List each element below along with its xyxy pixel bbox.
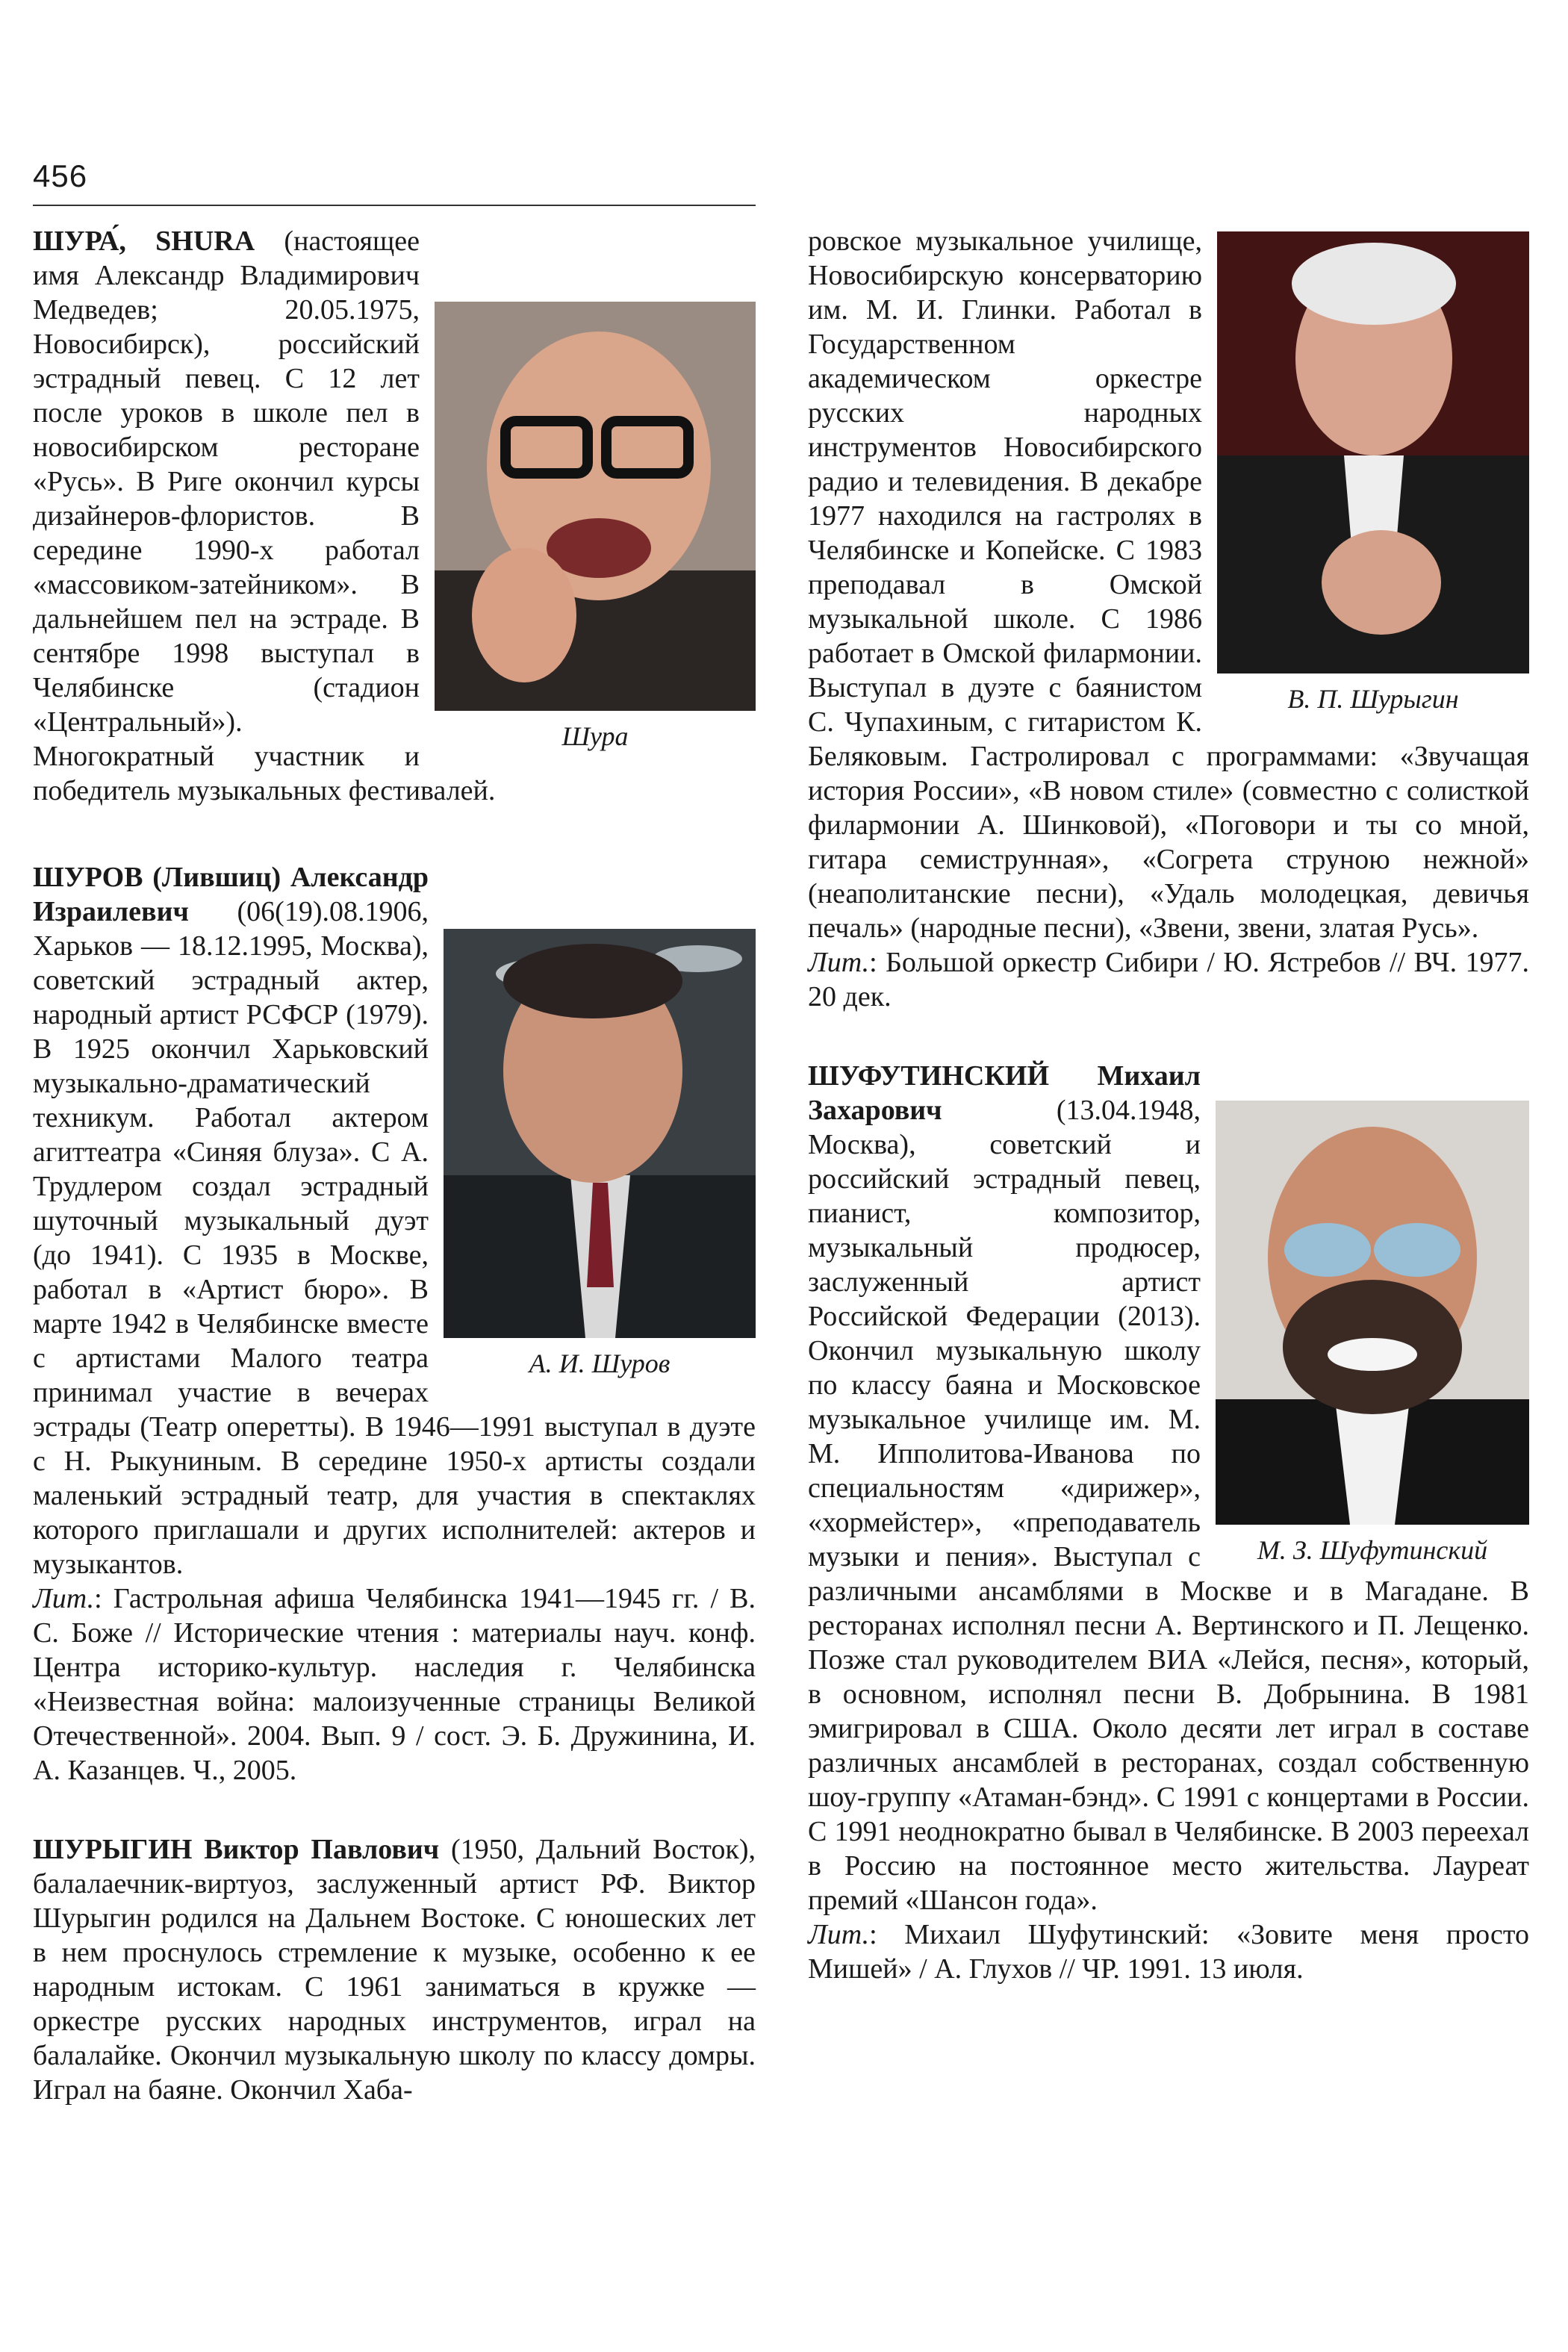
photo-shurov: [444, 929, 756, 1338]
heading-shurov: ШУРОВ (Лившиц) Александр Израилевич: [33, 862, 429, 927]
text-shurov: (06(19).08.1906, Харьков — 18.12.1995, Москва), советский эстрадный актер, народный артист РСФСР (1979). В 1925 окончил Харьковский музыкально-драматический техникум. Работал актером агиттеатра «Синяя блуза». С А. Трудлером создал эстрадный шуточный музыкальный дуэт (до 1941). С 1935 в Москве, работал в «Артист бюро». В марте 1942 в Челябинске вместе с артистами Малого театра принимал участие в вечерах эстрады (Театр оперетты). В 1946—1991 выступал в дуэте с Н. Рыкуниным. В середине 1950-х артисты создали маленький эстрадный театр, для участия в спектаклях которого приглашали и других исполнителей: актеров и музыкантов.: [33, 896, 756, 1580]
photo-shufutinsky: [1216, 1101, 1529, 1525]
figure-shurov: [444, 929, 756, 1380]
lit-text-shurov: : Гастрольная афиша Челябинска 1941—1945 гг. / В. С. Боже // Исторические чтения : материалы науч. конф. Центра историко-культур. наследия г. Челябинска «Неизвестная война: малоизученные страницы Великой Отечественной». 2004. Вып. 9 / сост. Э. Б. Дружинина, И. А. Казанцев. Ч., 2005.: [33, 1583, 756, 1786]
heading-shufutinsky: ШУФУТИНСКИЙ Михаил Захарович: [808, 1060, 1201, 1126]
lit-text-shurygin: : Большой оркестр Сибири / Ю. Ястребов // ВЧ. 1977. 20 дек.: [808, 947, 1529, 1012]
text-shurygin-cont: ровское музыкальное училище, Новосибирскую консерваторию им. М. И. Глинки. Работал в Государственном академическом оркестре русских народных инструментов Новосибирского радио и телевидения. В декабре 1977 находился на гастролях в Челябинске и Копейске. С 1983 преподавал в Омской музыкальной школе. С 1986 работает в Омской филармонии. Выступал в дуэте с баянистом С. Чупахиным, с гитаристом К. Беляковым. Гастролировал с программами: «Звучащая история России», «В новом стиле» (совместно с солисткой филармонии А. Шинковой), «Поговори и ты со мной, гитара семиструнная», «Согрета струною нежной» (неаполитанские песни), «Удаль молодецкая, девичья печаль» (народные песни), «Звени, звени, златая Русь».: [808, 225, 1529, 944]
entry-shura: [33, 224, 756, 808]
caption-shufutinsky: М. З. Шуфутинский: [1257, 1535, 1488, 1565]
heading-shurygin: ШУРЫГИН Виктор Павлович: [33, 1834, 440, 1865]
figure-shura: [435, 302, 756, 753]
caption-shura: Шура: [561, 721, 629, 751]
page-number: 456: [33, 158, 88, 193]
text-shufutinsky: (13.04.1948, Москва), советский и российский эстрадный певец, пианист, композитор, музыкальный продюсер, заслуженный артист Российской Федерации (2013). Окончил музыкальную школу по классу баяна и Московское музыкальное училище им. М. М. Ипполитова-Иванова по специальностям «дирижер», «хормейстер», «преподаватель музыки и пения». Выступал с различными ансамблями в Москве и в Магадане. В ресторанах исполнял песни А. Вертинского и П. Лещенко. Позже стал руководителем ВИА «Лейся, песня», который, в основном, исполнял песни В. Добрынина. В 1981 эмигрировал в США. Около десяти лет играл в составе различных ансамблей в ресторанах, создал собственную шоу-группу «Атаман-бэнд». С 1991 с концертами в России. С 1991 неоднократно бывал в Челябинске. В 2003 переехал в Россию на постоянное место жительства. Лауреат премий «Шансон года».: [808, 1095, 1529, 1916]
right-column: [808, 224, 1529, 2016]
lit-text-shufutinsky: : Михаил Шуфутинский: «Зовите меня просто Мишей» / А. Глухов // ЧР. 1991. 13 июля.: [808, 1919, 1529, 1985]
photo-shurygin: [1217, 231, 1529, 673]
entry-shurygin: [33, 1817, 756, 2107]
lit-label-shufutinsky: Лит.: [808, 1919, 870, 1950]
text-shurygin: (1950, Дальний Восток), балалаечник-виртуоз, заслуженный артист РФ. Виктор Шурыгин родился на Дальнем Востоке. С юношеских лет в нем проснулось стремление к музыке, особенно к ее народным истокам. С 1961 заниматься в кружке — оркестре русских народных инструментов, играл на балалайке. Окончил музыкальную школу по классу домры. Играл на баяне. Окончил Хаба-: [33, 1834, 756, 2106]
text-shura: (настоящее имя Александр Владимирович Медведев; 20.05.1975, Новосибирск), российский эстрадный певец. С 12 лет после уроков в школе пел в новосибирском ресторане «Русь». В Риге окончил курсы дизайнеров-флористов. В середине 1990-х работал «массовиком-затейником». В дальнейшем пел на эстраде. В сентябре 1998 выступал в Челябинске (стадион «Центральный»). Многократный участник и победитель музыкальных фестивалей.: [33, 225, 496, 806]
figure-shurygin: [1217, 231, 1529, 715]
photo-shura: [435, 302, 756, 711]
lit-label-shurygin: Лит.: [808, 947, 870, 978]
entry-shufutinsky: [808, 1044, 1529, 1986]
figure-shufutinsky: [1216, 1101, 1529, 1567]
caption-shurygin: В. П. Шурыгин: [1287, 684, 1459, 714]
heading-shura: ШУРА́, SHURA: [33, 225, 255, 257]
left-column: [33, 224, 756, 2137]
entry-shurygin-cont: [808, 224, 1529, 1014]
header-rule: [33, 205, 756, 206]
entry-shurov: [33, 838, 756, 1788]
lit-label-shurov: Лит.: [33, 1583, 95, 1614]
caption-shurov: А. И. Шуров: [529, 1348, 671, 1378]
